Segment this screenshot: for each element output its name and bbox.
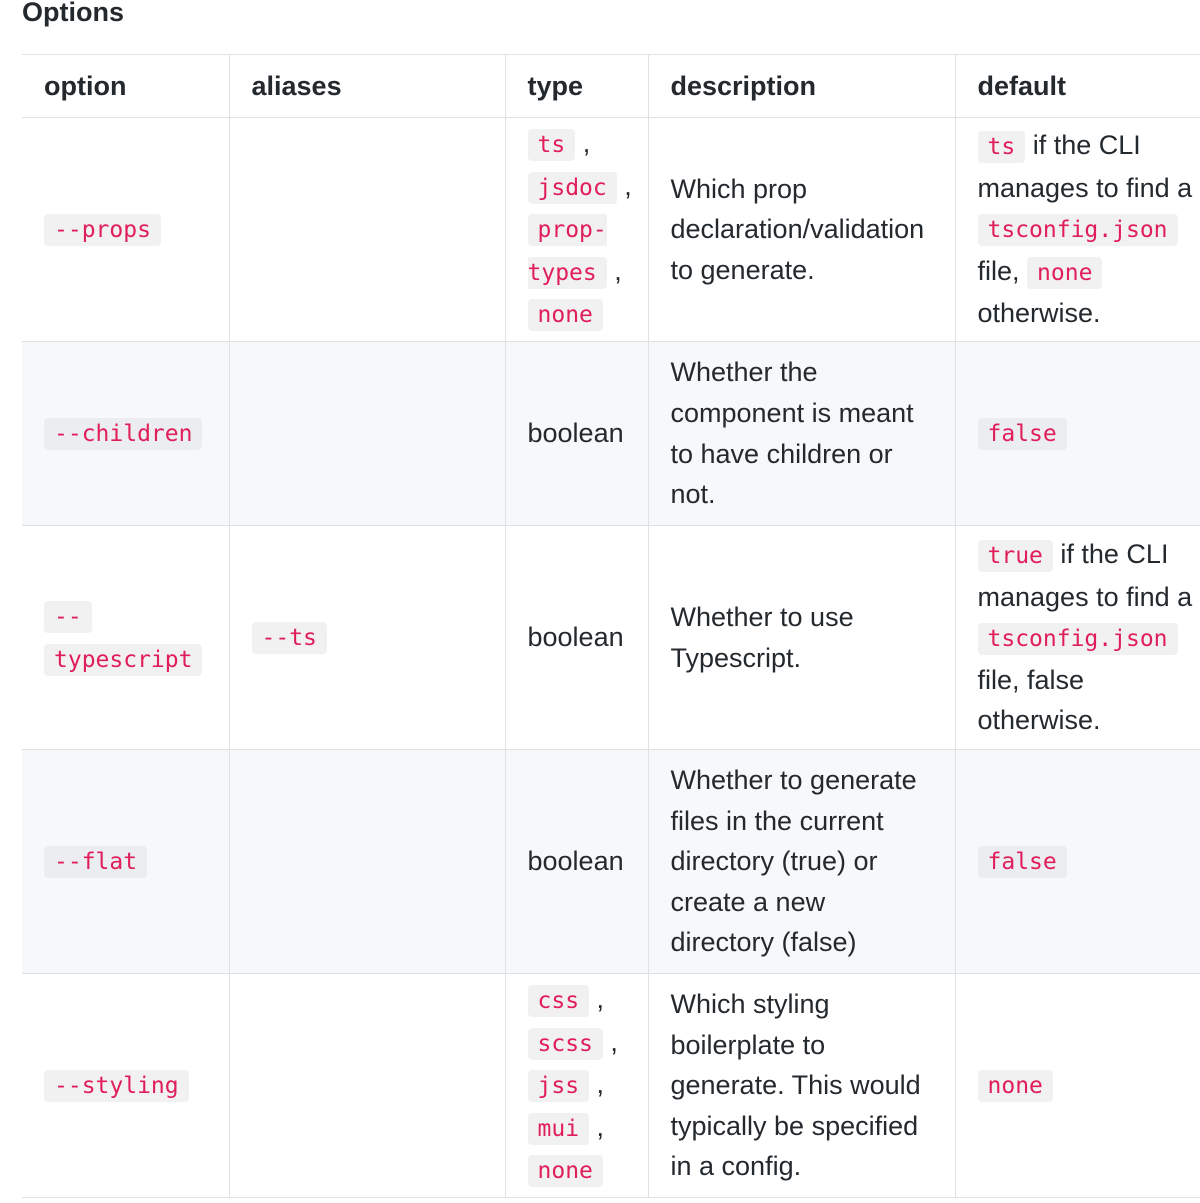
- option-code: --children: [44, 418, 202, 450]
- default-code: none: [978, 1070, 1053, 1102]
- type-code: none: [528, 299, 603, 331]
- default-code: tsconfig.json: [978, 214, 1178, 246]
- default-code: false: [978, 846, 1067, 878]
- cell-aliases: [229, 974, 505, 1198]
- cell-option: [22, 342, 229, 526]
- type-code: jss: [528, 1070, 590, 1102]
- option-code: typescript: [44, 644, 202, 676]
- header-description: description: [648, 55, 955, 118]
- table-row: [22, 526, 1200, 750]
- cell-type: boolean: [505, 750, 648, 974]
- options-table: [22, 54, 1200, 1198]
- cell-description: Which prop declaration/validation to generate.: [648, 118, 955, 342]
- cell-option: [22, 974, 229, 1198]
- type-code: prop- types: [528, 214, 607, 289]
- cell-type: boolean: [505, 526, 648, 750]
- header-option: option: [22, 55, 229, 118]
- default-code: true: [978, 540, 1053, 572]
- type-code: mui: [528, 1113, 590, 1145]
- section-heading: Options: [22, 0, 124, 27]
- cell-default: [955, 750, 1200, 974]
- option-code: --: [44, 601, 92, 633]
- type-code: jsdoc: [528, 172, 617, 204]
- table-header-row: [22, 55, 1200, 118]
- cell-aliases: [229, 342, 505, 526]
- default-code: ts: [978, 131, 1026, 163]
- cell-description: Whether to use Typescript.: [648, 526, 955, 750]
- cell-option: [22, 750, 229, 974]
- table-row: [22, 974, 1200, 1198]
- cell-default: ts if the CLI manages to find a tsconfig.json file, none otherwise.: [955, 118, 1200, 342]
- cell-aliases: [229, 526, 505, 750]
- default-code: tsconfig.json: [978, 623, 1178, 655]
- cell-option: [22, 526, 229, 750]
- options-table-container: [22, 54, 1200, 1198]
- type-code: css: [528, 985, 590, 1017]
- type-code: ts: [528, 129, 576, 161]
- option-code: --props: [44, 214, 161, 246]
- type-code: none: [528, 1155, 603, 1187]
- type-code: scss: [528, 1028, 603, 1060]
- cell-aliases: [229, 118, 505, 342]
- cell-type: boolean: [505, 342, 648, 526]
- default-code: none: [1027, 257, 1102, 289]
- header-aliases: aliases: [229, 55, 505, 118]
- cell-type: ts , jsdoc , prop- types , none: [505, 118, 648, 342]
- table-row: [22, 342, 1200, 526]
- alias-code: --ts: [252, 622, 327, 654]
- cell-aliases: [229, 750, 505, 974]
- cell-option: [22, 118, 229, 342]
- header-type: type: [505, 55, 648, 118]
- cell-default: true if the CLI manages to find a tsconfig.json file, false otherwise.: [955, 526, 1200, 750]
- header-default: default: [955, 55, 1200, 118]
- cell-type: css , scss , jss , mui , none: [505, 974, 648, 1198]
- cell-default: [955, 342, 1200, 526]
- option-code: --flat: [44, 846, 147, 878]
- option-code: --styling: [44, 1070, 189, 1102]
- table-row: [22, 118, 1200, 342]
- cell-default: [955, 974, 1200, 1198]
- default-code: false: [978, 418, 1067, 450]
- cell-description: Which styling boilerplate to generate. This would typically be specified in a config.: [648, 974, 955, 1198]
- cell-description: Whether to generate files in the current directory (true) or create a new directory (false): [648, 750, 955, 974]
- table-row: [22, 750, 1200, 974]
- cell-description: Whether the component is meant to have children or not.: [648, 342, 955, 526]
